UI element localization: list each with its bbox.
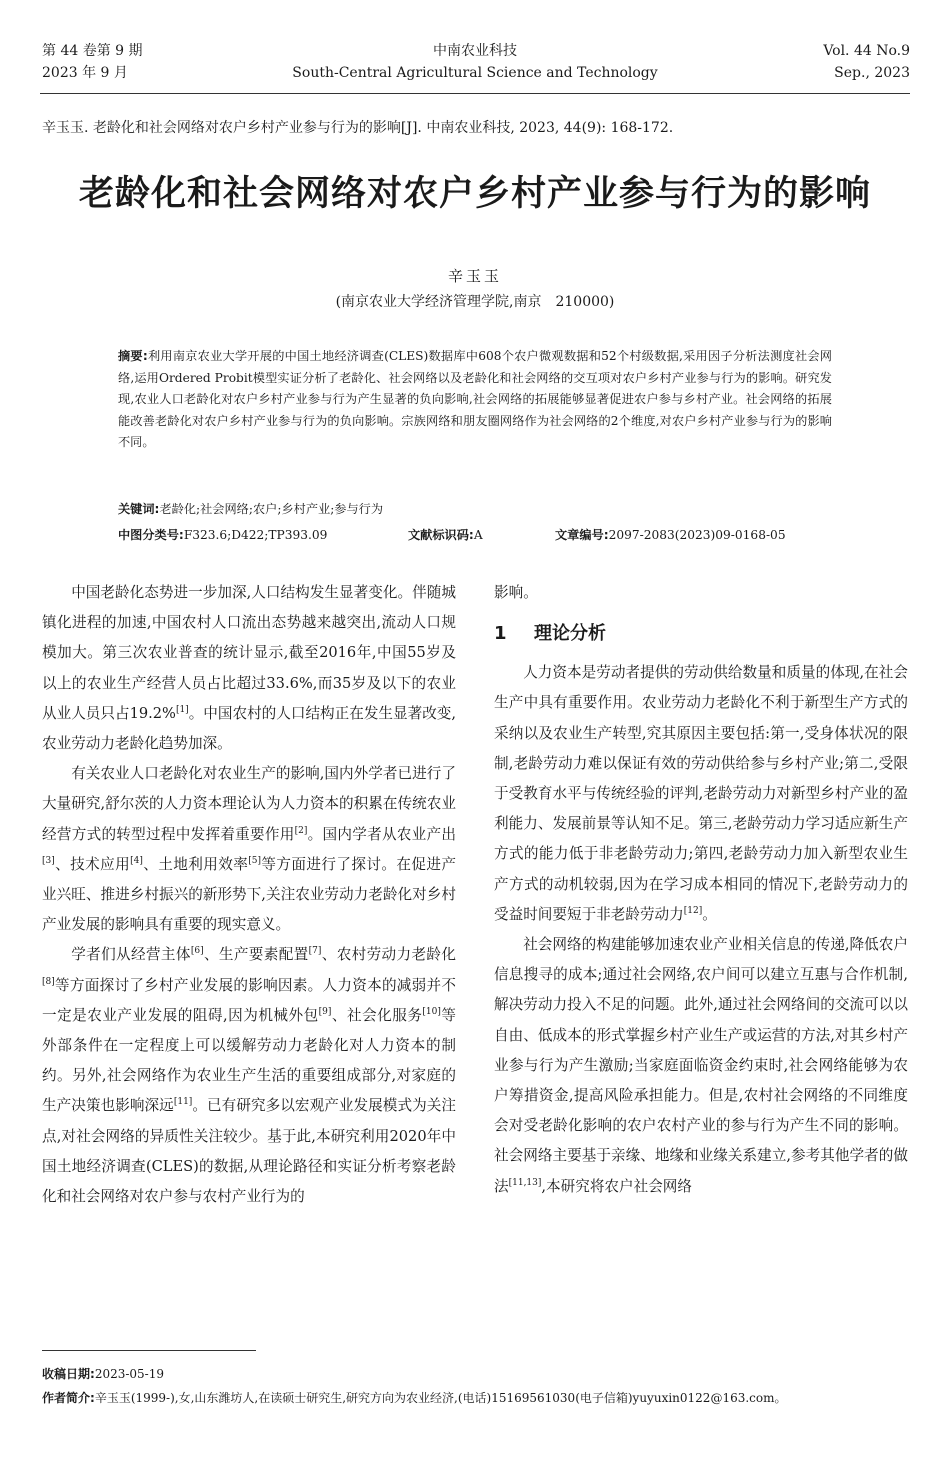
author-bio (42, 1389, 912, 1406)
keywords-text: 老龄化;社会网络;农户;乡村产业;参与行为 (159, 502, 384, 516)
doc-value: A (473, 528, 483, 542)
doc-code (408, 526, 483, 543)
received-label: 收稿日期: (42, 1367, 95, 1381)
footnote-rule (42, 1350, 256, 1351)
abstract-label: 摘要: (118, 349, 148, 363)
reference: [8] (42, 976, 55, 987)
received-date (42, 1365, 164, 1382)
citation: 辛玉玉. 老龄化和社会网络对农户乡村产业参与行为的影响[J]. 中南农业科技, 2023, 44(9): 168-172. (42, 120, 674, 136)
body-paragraph: 有关农业人口老龄化对农业生产的影响,国内外学者已进行了大量研究,舒尔茨的人力资本理论认为人力资本的积累在传统农业经营方式的转型过程中发挥着重要作用[2]。国内学者从农业产出[3]、技术应用[4]、土地利用效率[5]等方面进行了探讨。在促进产业兴旺、推进乡村振兴的新形势下,关注农业劳动力老龄化对乡村产业发展的影响具有重要的现实意义。 (42, 765, 456, 934)
body-paragraph: 社会网络的构建能够加速农业产业相关信息的传递,降低农户信息搜寻的成本;通过社会网络,农户间可以建立互惠与合作机制,解决劳动力投入不足的问题。此外,通过社会网络间的交流可以以自由、低成本的形式掌握乡村产业生产或运营的方法,对其乡村产业参与行为产生激励;当家庭面临资金约束时,社会网络能够为农户筹措资金,提高风险承担能力。但是,农村社会网络的不同维度会对受老龄化影响的农户农村产业的参与行为产生不同的影响。社会网络主要基于亲缘、地缘和业缘关系建立,参考其他学者的做法[11,13],本研究将农户社会网络 (494, 936, 908, 1195)
art-label: 文章编号: (555, 528, 609, 542)
reference: [4] (130, 855, 143, 866)
section-title: 理论分析 (534, 623, 606, 645)
reference: [11] (173, 1097, 193, 1108)
reference: [5] (248, 855, 262, 866)
volume-cn: 第 44 卷第 9 期 (42, 43, 143, 59)
reference: [11,13] (508, 1177, 542, 1188)
reference: [2] (294, 825, 308, 836)
abstract (118, 346, 832, 454)
header-rule (40, 93, 910, 94)
reference: [1] (175, 704, 189, 715)
body-paragraph: 学者们从经营主体[6]、生产要素配置[7]、农村劳动力老龄化[8]等方面探讨了乡村产业发展的影响因素。人力资本的减弱并不一定是农业产业发展的阻碍,因为机械外包[9]、社会化服务[10]等外部条件在一定程度上可以缓解劳动力老龄化对人力资本的制约。另外,社会网络作为农业生产生活的重要组成部分,对家庭的生产决策也影响深远[11]。已有研究多以宏观产业发展模式为关注点,对社会网络的异质性关注较少。基于此,本研究利用2020年中国土地经济调查(CLES)的数据,从理论路径和实证分析考察老龄化和社会网络对农户参与农村产业行为的 (42, 946, 456, 1206)
reference: [3] (42, 855, 55, 866)
header-center (0, 40, 950, 84)
date-en: Sep., 2023 (834, 65, 910, 81)
reference: [6] (190, 946, 204, 957)
bio-value: 辛玉玉(1999-),女,山东潍坊人,在读硕士研究生,研究方向为农业经济,(电话)15169561030(电子信箱)yuyuxin0122@163.com。 (94, 1391, 787, 1405)
abstract-text: 利用南京农业大学开展的中国土地经济调查(CLES)数据库中608个农户微观数据和52个村级数据,采用因子分析法测度社会网络,运用Ordered Probit模型实证分析了老龄化、社会网络以及老龄化和社会网络的交互项对农户乡村产业参与行为的影响。研究发现,农业人口老龄化对农户乡村产业参与行为产生显著的负向影响,社会网络的拓展能够显著促进农户参与乡村产业。社会网络的拓展能改善老龄化对农户乡村产业参与行为的负向影响。宗族网络和朋友圈网络作为社会网络的2个维度,对农户乡村产业参与行为的影响不同。 (118, 349, 832, 449)
clc-label: 中图分类号: (118, 528, 184, 542)
journal-cn: 中南农业科技 (433, 43, 517, 59)
reference: [12] (683, 905, 703, 916)
affiliation: (南京农业大学经济管理学院,南京 210000) (335, 294, 615, 310)
doc-label: 文献标识码: (408, 528, 474, 542)
header-right (823, 40, 910, 84)
journal-en: South-Central Agricultural Science and Technology (292, 65, 658, 81)
paper-title: 老龄化和社会网络对农户乡村产业参与行为的影响 (78, 174, 871, 214)
clc-value: F323.6;D422;TP393.09 (183, 528, 328, 542)
keywords-label: 关键词: (118, 502, 160, 516)
received-value: 2023-05-19 (94, 1367, 164, 1381)
keywords (118, 500, 832, 517)
reference: [9] (318, 1006, 332, 1017)
right-column (494, 578, 908, 1202)
volume-en: Vol. 44 No.9 (823, 43, 910, 59)
section-number: 1 (494, 623, 507, 645)
article-number (555, 526, 786, 543)
body-paragraph-continued: 影响。 (494, 584, 538, 601)
body-paragraph: 人力资本是劳动者提供的劳动供给数量和质量的体现,在社会生产中具有重要作用。农业劳动力老龄化不利于新型生产方式的采纳以及农业生产转型,究其原因主要包括:第一,受身体状况的限制,老龄劳动力难以保证有效的劳动供给参与乡村产业;第二,受限于受教育水平与传统经验的评判,老龄劳动力对新型乡村产业的盈利能力、发展前景等认知不足。第三,老龄劳动力学习适应新生产方式的能力低于非老龄劳动力;第四,老龄劳动力加入新型农业生产方式的动机较弱,因为在学习成本相同的情况下,老龄劳动力的受益时间要短于非老龄劳动力[12]。 (494, 664, 908, 923)
clc-code (118, 526, 327, 543)
date-cn: 2023 年 9 月 (42, 65, 128, 81)
art-value: 2097-2083(2023)09-0168-05 (608, 528, 786, 542)
left-column (42, 578, 456, 1212)
reference: [7] (308, 946, 322, 957)
body-paragraph: 中国老龄化态势进一步加深,人口结构发生显著变化。伴随城镇化进程的加速,中国农村人口流出态势越来越突出,流动人口规模加大。第三次农业普查的统计显示,截至2016年,中国55岁及以上的农业生产经营人员占比超过33.6%,而35岁及以下的农业从业人员只占19.2%[1]。中国农村的人口结构正在发生显著改变,农业劳动力老龄化趋势加深。 (42, 584, 457, 753)
section-heading (494, 616, 908, 652)
author: 辛玉玉 (447, 267, 502, 285)
reference: [10] (422, 1006, 441, 1017)
bio-label: 作者简介: (42, 1391, 95, 1405)
